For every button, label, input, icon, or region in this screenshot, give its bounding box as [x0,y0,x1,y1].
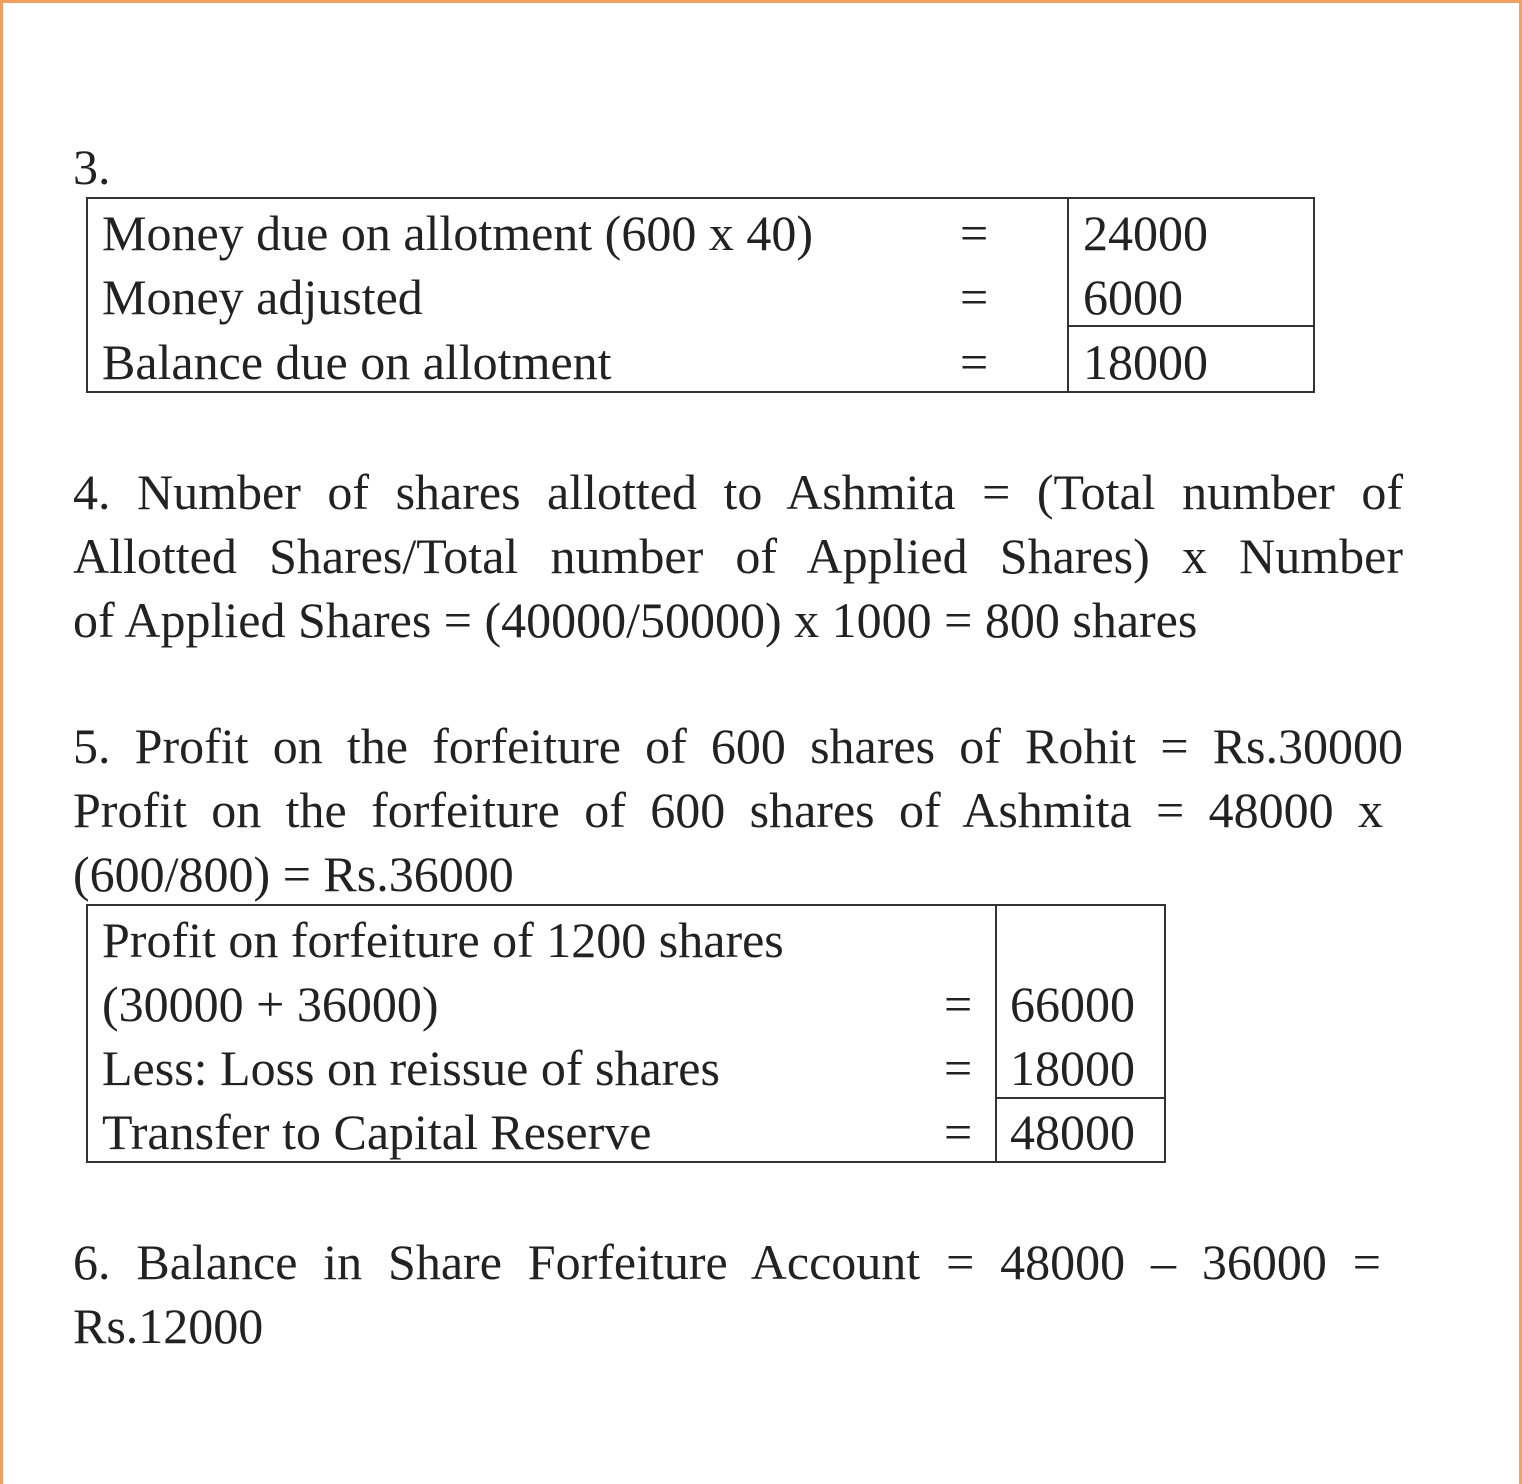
row-label: (30000 + 36000) [102,976,439,1032]
row-label: Money adjusted [102,269,423,325]
row-label: Less: Loss on reissue of shares [102,1040,720,1096]
row-value: 18000 [1010,1040,1135,1096]
row-equals: = [960,269,989,325]
column-divider [995,904,997,1163]
row-value: 6000 [1083,269,1183,325]
row-value: 24000 [1083,205,1208,261]
row-value: 66000 [1010,976,1135,1032]
column-divider [1067,197,1069,393]
row-value: 18000 [1083,334,1208,390]
q5-line: 5. Profit on the forfeiture of 600 shares of Rohit = Rs.30000 [73,718,1403,774]
q4-line: of Applied Shares = (40000/50000) x 1000 = 800 shares [73,592,1198,648]
row-label: Money due on allotment (600 x 40) [102,205,813,261]
q5-line: (600/800) = Rs.36000 [73,846,514,902]
row-equals: = [960,334,989,390]
row-label: Transfer to Capital Reserve [102,1104,652,1160]
q4-line: 4. Number of shares allotted to Ashmita = (Total number of [73,464,1403,520]
row-value: 48000 [1010,1104,1135,1160]
row-label: Balance due on allotment [102,334,612,390]
row-equals: = [944,1040,973,1096]
q5-line: Profit on the forfeiture of 600 shares of Ashmita = 48000 x [73,782,1383,838]
q4-line: Allotted Shares/Total number of Applied Shares) x Number [73,528,1403,584]
row-equals: = [944,976,973,1032]
row-equals: = [944,1104,973,1160]
question-3-number: 3. [73,139,111,195]
q6-line: 6. Balance in Share Forfeiture Account = 48000 – 36000 = [73,1234,1381,1290]
q6-line: Rs.12000 [73,1298,264,1354]
row-label: Profit on forfeiture of 1200 shares [102,912,784,968]
row-equals: = [960,205,989,261]
